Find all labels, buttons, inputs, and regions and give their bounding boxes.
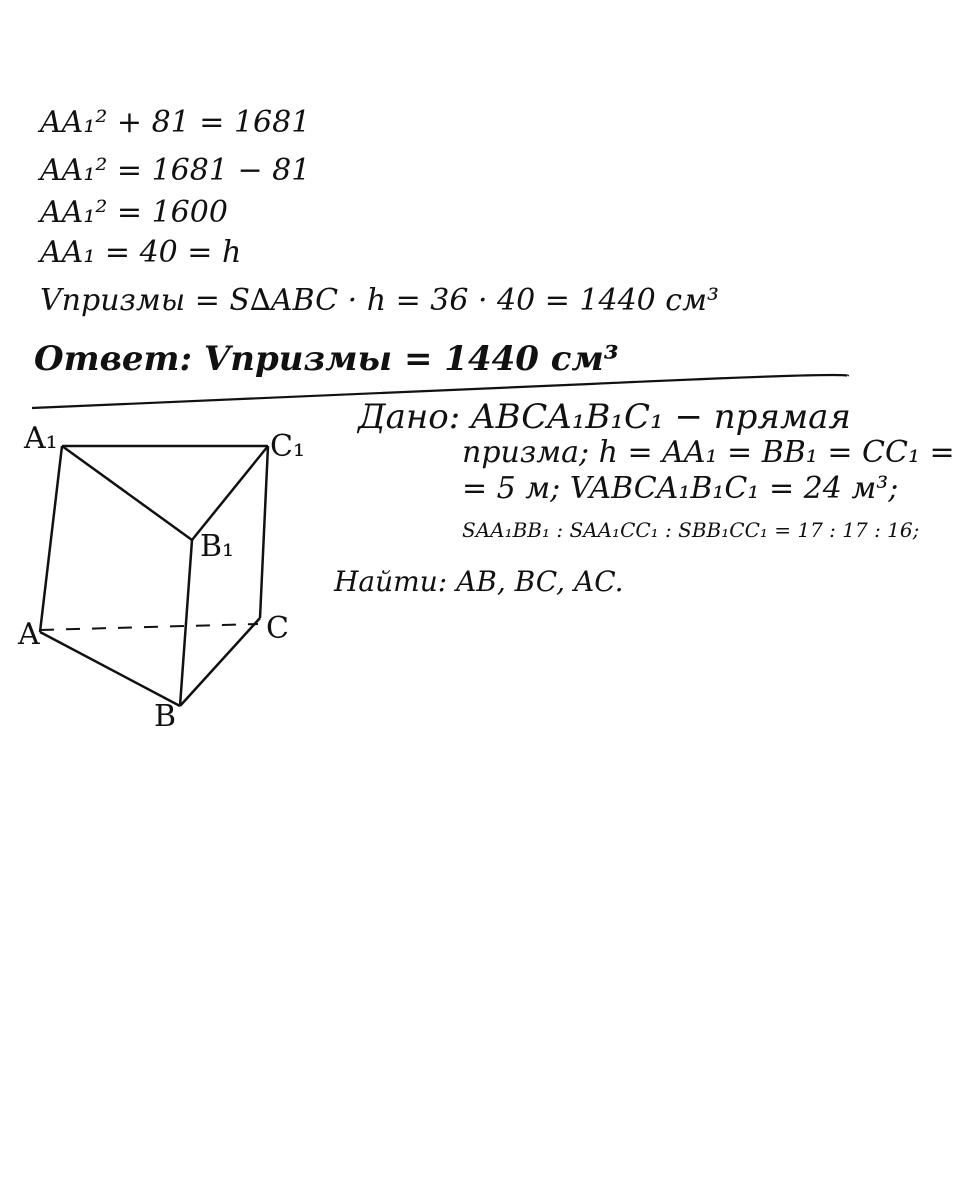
- given-line-1: Дано: ABCA₁B₁C₁ − прямая: [358, 397, 851, 437]
- vertex-label-c: C: [266, 611, 289, 646]
- given-line-3: = 5 м; VABCA₁B₁C₁ = 24 м³;: [462, 471, 899, 506]
- edge-ac-hidden: [40, 624, 258, 630]
- edge-bc: [180, 618, 260, 706]
- vertex-label-a: A: [18, 617, 40, 652]
- edge-cc1: [260, 446, 268, 618]
- vertex-label-a1: A₁: [24, 421, 58, 456]
- given-line-2: призма; h = AA₁ = BB₁ = CC₁ =: [462, 435, 955, 470]
- edge-b1c1: [192, 446, 268, 540]
- edge-a1b1: [62, 446, 192, 540]
- find-line: Найти: AB, BC, AC.: [334, 565, 624, 598]
- equation-line-5: Vпризмы = S∆ABC · h = 36 · 40 = 1440 см³: [40, 283, 719, 318]
- equation-line-1: AA₁² + 81 = 1681: [40, 105, 311, 140]
- vertex-label-c1: C₁: [270, 429, 305, 464]
- equation-line-3: AA₁² = 1600: [40, 195, 228, 230]
- vertex-label-b1: B₁: [200, 529, 235, 564]
- equation-line-4: AA₁ = 40 = h: [40, 235, 242, 270]
- equation-line-2: AA₁² = 1681 − 81: [40, 153, 311, 188]
- vertex-label-b: B: [154, 699, 177, 734]
- edge-bb1: [180, 540, 192, 706]
- given-line-4: SAA₁BB₁ : SAA₁CC₁ : SBB₁CC₁ = 17 : 17 : 16;: [462, 518, 920, 542]
- edge-aa1: [40, 446, 62, 632]
- answer-line: Ответ: Vпризмы = 1440 см³: [34, 339, 619, 379]
- edge-ab: [40, 632, 180, 706]
